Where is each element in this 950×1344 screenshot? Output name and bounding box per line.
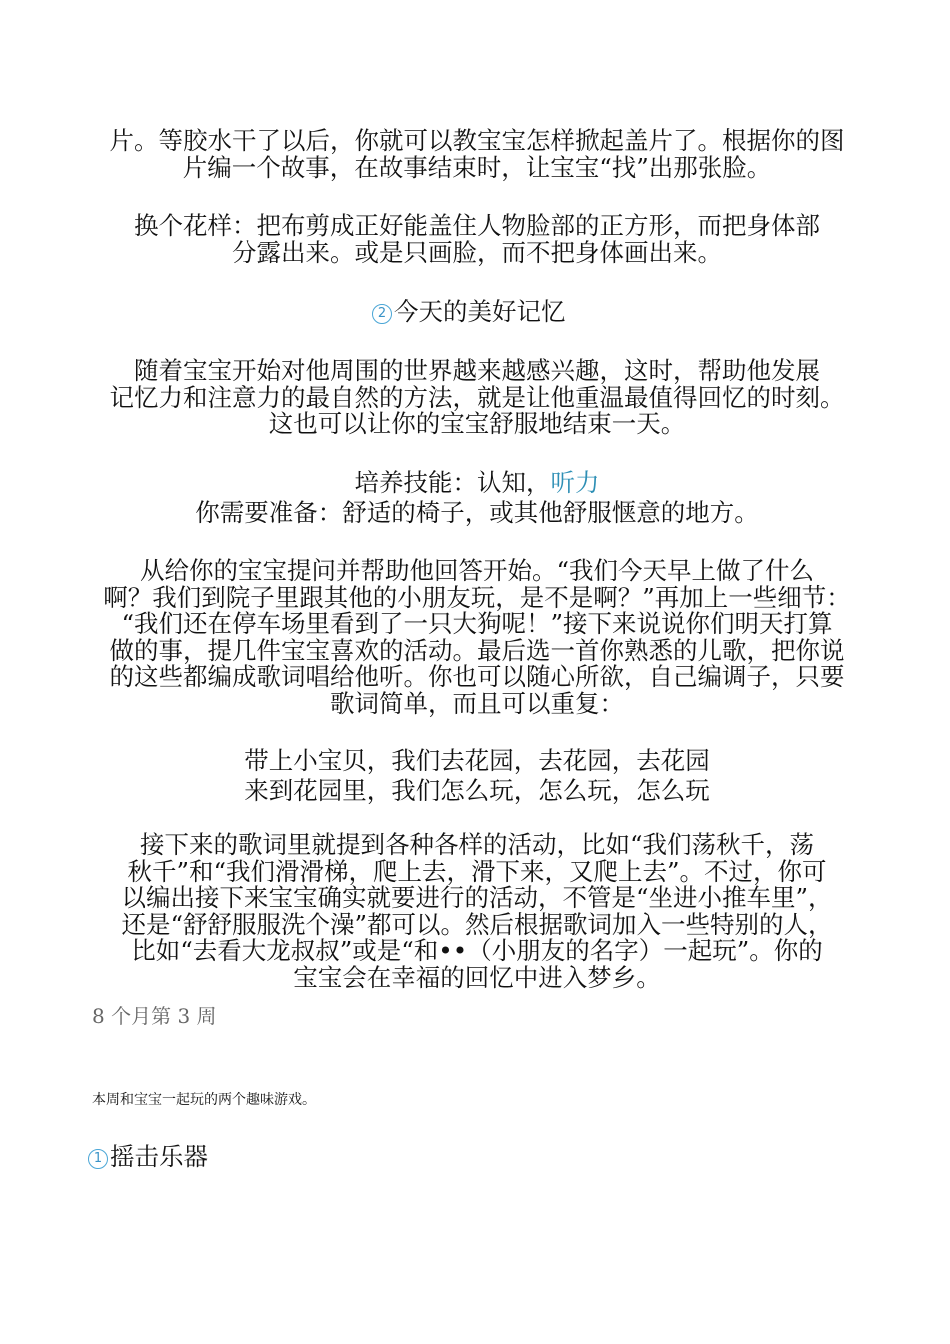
text-line: 这也可以让你的宝宝舒服地结束一天。 [268,409,686,438]
week-intro: 本周和宝宝一起玩的两个趣味游戏。 [92,1092,316,1108]
skills-line [92,470,862,497]
text-line: 片编一个故事，在故事结束时，让宝宝“找”出那张脸。 [182,152,772,182]
section-title: 今天的美好记忆 [394,297,566,326]
section-heading-2 [372,298,566,326]
memory-intro-paragraph [92,358,862,438]
text-line: 的这些都编成歌词唱给他听。你也可以随心所欲，自己编调子，只要 [109,662,845,691]
text-line: 记忆力和注意力的最自然的方法，就是让他重温最值得回忆的时刻。 [109,382,845,412]
text-line: 啊？我们到院子里跟其他的小朋友玩，是不是啊？”再加上一些细节： [103,582,851,612]
lyric-line: 来到花园里，我们怎么玩，怎么玩，怎么玩 [244,776,710,805]
lyrics-paragraph [92,832,862,991]
text-line: 比如“去看大龙叔叔”或是“和••（小朋友的名字）一起玩”。你的 [131,936,823,965]
text-line: 随着宝宝开始对他周围的世界越来越感兴趣，这时，帮助他发展 [134,356,820,385]
text-line: 做的事，提几件宝宝喜欢的活动。最后选一首你熟悉的儿歌，把你说 [109,635,845,665]
text-line: 分露出来。或是只画脸，而不把身体画出来。 [232,237,722,267]
steps-paragraph [92,558,862,717]
text-line: 宝宝会在幸福的回忆中进入梦乡。 [293,962,661,992]
circled-number-icon: 1 [88,1149,108,1169]
text-line: 换个花样：把布剪成正好能盖住人物脸部的正方形，而把身体部 [134,211,820,240]
week-label: 8 个月第 3 周 [92,1004,217,1028]
intro-paragraph [92,128,862,181]
text-line: 歌词简单，而且可以重复： [330,688,624,718]
section-heading-1 [88,1143,208,1171]
lyric-line: 带上小宝贝，我们去花园，去花园，去花园 [244,746,710,775]
prepare-line [92,500,862,527]
text-line: “我们还在停车场里看到了一只大狗呢！”接下来说说你们明天打算 [121,609,833,638]
text-line: 片。等胶水干了以后，你就可以教宝宝怎样掀起盖片了。根据你的图 [109,126,845,155]
circled-number-icon: 2 [372,304,392,324]
song-lyrics [92,746,862,806]
skills-label: 培养技能：认知， [354,468,551,497]
skills-accent: 听力 [550,468,600,497]
text-line: 以编出接下来宝宝确实就要进行的活动，不管是“坐进小推车里”， [121,883,833,912]
section-title: 摇击乐器 [110,1142,208,1171]
text-line: 还是“舒舒服服洗个澡”都可以。然后根据歌词加入一些特别的人， [121,909,833,939]
text-line: 接下来的歌词里就提到各种各样的活动，比如“我们荡秋千，荡 [139,830,815,859]
variation-paragraph [92,213,862,266]
text-line: 秋千”和“我们滑滑梯，爬上去，滑下来，又爬上去”。不过，你可 [127,856,827,886]
text-line: 从给你的宝宝提问并帮助他回答开始。“我们今天早上做了什么 [139,556,815,585]
text-line: 你需要准备：舒适的椅子，或其他舒服惬意的地方。 [195,498,759,527]
